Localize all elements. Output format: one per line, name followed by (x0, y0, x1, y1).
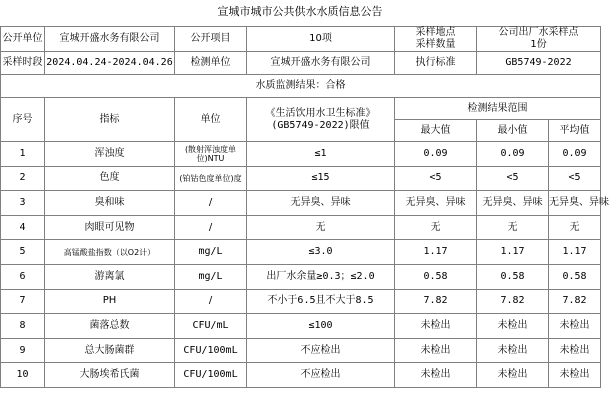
standard-label: 执行标准 (395, 52, 477, 75)
water-quality-table (0, 26, 609, 388)
cell-max: 未检出 (395, 314, 477, 339)
cell-seq: 4 (1, 215, 45, 240)
header-max: 最大值 (395, 120, 477, 142)
cell-indicator: 浑浊度 (45, 142, 175, 167)
cell-max: <5 (395, 166, 477, 191)
cell-limit: 不小于6.5且不大于8.5 (247, 289, 395, 314)
table-row (1, 314, 601, 339)
cell-unit: / (175, 191, 247, 216)
cell-unit: mg/L (175, 264, 247, 289)
cell-seq: 1 (1, 142, 45, 167)
cell-unit: / (175, 289, 247, 314)
cell-min: 0.58 (477, 264, 549, 289)
cell-seq: 5 (1, 240, 45, 265)
table-row (1, 166, 601, 191)
cell-indicator: 高锰酸盐指数（以O2计） (45, 240, 175, 265)
test-unit-label: 检测单位 (175, 52, 247, 75)
table-row (1, 142, 601, 167)
cell-avg: 未检出 (549, 363, 601, 388)
test-unit-value: 宣城开盛水务有限公司 (247, 52, 395, 75)
cell-min: 7.82 (477, 289, 549, 314)
cell-unit: (散射浑浊度单位)NTU (175, 142, 247, 167)
time-label: 采样时段 (1, 52, 45, 75)
cell-min: 无异臭、异味 (477, 191, 549, 216)
cell-avg: 1.17 (549, 240, 601, 265)
items-label: 公开项目 (175, 27, 247, 52)
standard-value: GB5749-2022 (477, 52, 601, 75)
data-rows (1, 142, 609, 388)
cell-avg: 无 (549, 215, 601, 240)
cell-avg: 0.58 (549, 264, 601, 289)
cell-min: 无 (477, 215, 549, 240)
cell-limit: 不应检出 (247, 338, 395, 363)
cell-min: 0.09 (477, 142, 549, 167)
cell-unit: CFU/mL (175, 314, 247, 339)
cell-min: 未检出 (477, 363, 549, 388)
cell-indicator: 肉眼可见物 (45, 215, 175, 240)
header-min: 最小值 (477, 120, 549, 142)
cell-max: 0.09 (395, 142, 477, 167)
cell-seq: 7 (1, 289, 45, 314)
header-range: 检测结果范围 (395, 98, 601, 120)
unit-value: 宣城开盛水务有限公司 (45, 27, 175, 52)
cell-indicator: 大肠埃希氏菌 (45, 363, 175, 388)
cell-indicator: 色度 (45, 166, 175, 191)
cell-limit: ≤15 (247, 166, 395, 191)
items-value: 10项 (247, 27, 395, 52)
cell-limit: ≤100 (247, 314, 395, 339)
cell-unit: mg/L (175, 240, 247, 265)
cell-indicator: PH (45, 289, 175, 314)
cell-limit: 不应检出 (247, 363, 395, 388)
cell-avg: <5 (549, 166, 601, 191)
table-row (1, 338, 601, 363)
header-seq: 序号 (1, 98, 45, 142)
cell-unit: / (175, 215, 247, 240)
table-row (1, 215, 601, 240)
cell-unit: (铂钴色度单位)度 (175, 166, 247, 191)
cell-seq: 8 (1, 314, 45, 339)
table-row (1, 264, 601, 289)
table-row (1, 289, 601, 314)
cell-max: 无异臭、异味 (395, 191, 477, 216)
site-label (395, 27, 477, 52)
header-avg: 平均值 (549, 120, 601, 142)
cell-avg: 未检出 (549, 338, 601, 363)
cell-avg: 0.09 (549, 142, 601, 167)
cell-max: 未检出 (395, 363, 477, 388)
result-line: 水质监测结果：合格 (1, 75, 601, 98)
cell-seq: 2 (1, 166, 45, 191)
cell-avg: 无异臭、异味 (549, 191, 601, 216)
header-row-1 (1, 98, 601, 120)
cell-max: 未检出 (395, 338, 477, 363)
cell-indicator: 游离氯 (45, 264, 175, 289)
cell-max: 7.82 (395, 289, 477, 314)
result-row (1, 75, 601, 98)
site-value-line-2: 1份 (530, 39, 547, 50)
info-row-1 (1, 27, 601, 52)
cell-limit: ≤1 (247, 142, 395, 167)
cell-seq: 3 (1, 191, 45, 216)
header-limit-line-1: 《生活饮用水卫生标准》 (265, 107, 376, 119)
cell-limit: 无 (247, 215, 395, 240)
cell-indicator: 总大肠菌群 (45, 338, 175, 363)
site-value (477, 27, 601, 52)
table-row (1, 240, 601, 265)
table-row (1, 191, 601, 216)
table-row (1, 363, 601, 388)
cell-indicator: 菌落总数 (45, 314, 175, 339)
unit-label: 公开单位 (1, 27, 45, 52)
cell-min: 1.17 (477, 240, 549, 265)
cell-max: 无 (395, 215, 477, 240)
cell-seq: 9 (1, 338, 45, 363)
site-label-line-1: 采样地点 (415, 27, 456, 38)
header-unit: 单位 (175, 98, 247, 142)
header-indicator: 指标 (45, 98, 175, 142)
cell-min: 未检出 (477, 314, 549, 339)
cell-min: <5 (477, 166, 549, 191)
cell-avg: 7.82 (549, 289, 601, 314)
site-label-line-2: 采样数量 (415, 39, 456, 50)
header-limit-line-2: (GB5749-2022)限值 (271, 119, 370, 131)
cell-min: 未检出 (477, 338, 549, 363)
cell-avg: 未检出 (549, 314, 601, 339)
cell-limit: ≤3.0 (247, 240, 395, 265)
cell-max: 0.58 (395, 264, 477, 289)
time-value: 2024.04.24-2024.04.26 (45, 52, 175, 75)
cell-max: 1.17 (395, 240, 477, 265)
page-title: 宣城市城市公共供水水质信息公告 (217, 5, 383, 18)
cell-unit: CFU/100mL (175, 363, 247, 388)
header-limit (247, 98, 395, 142)
info-row-2 (1, 52, 601, 75)
cell-seq: 6 (1, 264, 45, 289)
cell-unit: CFU/100mL (175, 338, 247, 363)
site-value-line-1: 公司出厂水采样点 (498, 27, 579, 38)
cell-seq: 10 (1, 363, 45, 388)
cell-limit: 无异臭、异味 (247, 191, 395, 216)
cell-limit: 出厂水余量≥0.3；≤2.0 (247, 264, 395, 289)
cell-indicator: 臭和味 (45, 191, 175, 216)
